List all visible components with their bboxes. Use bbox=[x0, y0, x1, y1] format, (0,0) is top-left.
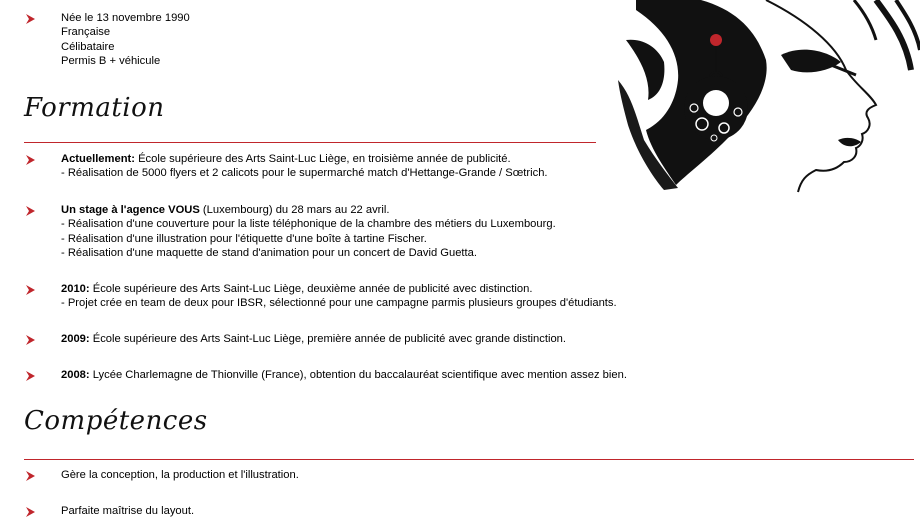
formation-detail: - Réalisation d'une maquette de stand d'animation pour un concert de David Guetta. bbox=[61, 247, 477, 260]
driving-license: Permis B + véhicule bbox=[61, 55, 161, 68]
birth-date: Née le 13 novembre 1990 bbox=[61, 12, 190, 24]
section-divider bbox=[24, 459, 914, 460]
bullet-arrow-icon bbox=[26, 471, 35, 481]
section-title-formation: Formation bbox=[24, 93, 165, 123]
nationality: Française bbox=[61, 26, 111, 39]
formation-lead: 2008: bbox=[61, 369, 90, 381]
competence-item bbox=[61, 504, 661, 518]
bullet-arrow-icon bbox=[26, 371, 35, 381]
formation-lead: 2010: bbox=[61, 283, 90, 295]
formation-item bbox=[61, 332, 661, 346]
competence-item bbox=[61, 468, 661, 482]
bullet-arrow-icon bbox=[26, 206, 35, 216]
formation-lead: 2009: bbox=[61, 333, 90, 345]
formation-detail: - Projet crée en team de deux pour IBSR, sélectionné pour une campagne parmis plusieurs groupes d'étudiants. bbox=[61, 297, 617, 310]
marital-status: Célibataire bbox=[61, 40, 115, 53]
formation-detail: - Réalisation de 5000 flyers et 2 calicots pour le supermarché match d'Hettange-Grande / Sœtrich. bbox=[61, 167, 548, 180]
formation-text: École supérieure des Arts Saint-Luc Liège, première année de publicité avec grande distinction. bbox=[89, 333, 566, 345]
formation-detail: - Réalisation d'une illustration pour l'étiquette d'une boîte à tartine Fischer. bbox=[61, 232, 427, 245]
formation-text: (Luxembourg) du 28 mars au 22 avril. bbox=[199, 204, 390, 216]
section-title-competences: Compétences bbox=[24, 406, 208, 436]
formation-item bbox=[61, 152, 661, 181]
section-divider bbox=[24, 142, 596, 143]
bullet-arrow-icon bbox=[26, 285, 35, 295]
personal-info bbox=[61, 11, 661, 69]
bullet-arrow-icon bbox=[26, 507, 35, 517]
formation-item bbox=[61, 282, 661, 311]
bullet-arrow-icon bbox=[26, 155, 35, 165]
formation-text: École supérieure des Arts Saint-Luc Liège, deuxième année de publicité avec distinction. bbox=[89, 283, 533, 295]
formation-text: Lycée Charlemagne de Thionville (France), obtention du baccalauréat scientifique avec mention assez bien. bbox=[89, 369, 627, 381]
formation-detail: - Réalisation d'une couverture pour la liste téléphonique de la chambre des métiers du Luxembourg. bbox=[61, 218, 556, 231]
formation-lead: Actuellement: bbox=[61, 153, 135, 165]
bullet-arrow-icon bbox=[26, 14, 35, 24]
competence-text: Gère la conception, la production et l'illustration. bbox=[61, 469, 299, 481]
formation-item bbox=[61, 203, 661, 261]
bullet-arrow-icon bbox=[26, 335, 35, 345]
formation-item bbox=[61, 368, 661, 382]
competence-text: Parfaite maîtrise du layout. bbox=[61, 505, 195, 517]
formation-text: École supérieure des Arts Saint-Luc Liège, en troisième année de publicité. bbox=[134, 153, 511, 165]
formation-lead: Un stage à l'agence VOUS bbox=[61, 204, 200, 216]
